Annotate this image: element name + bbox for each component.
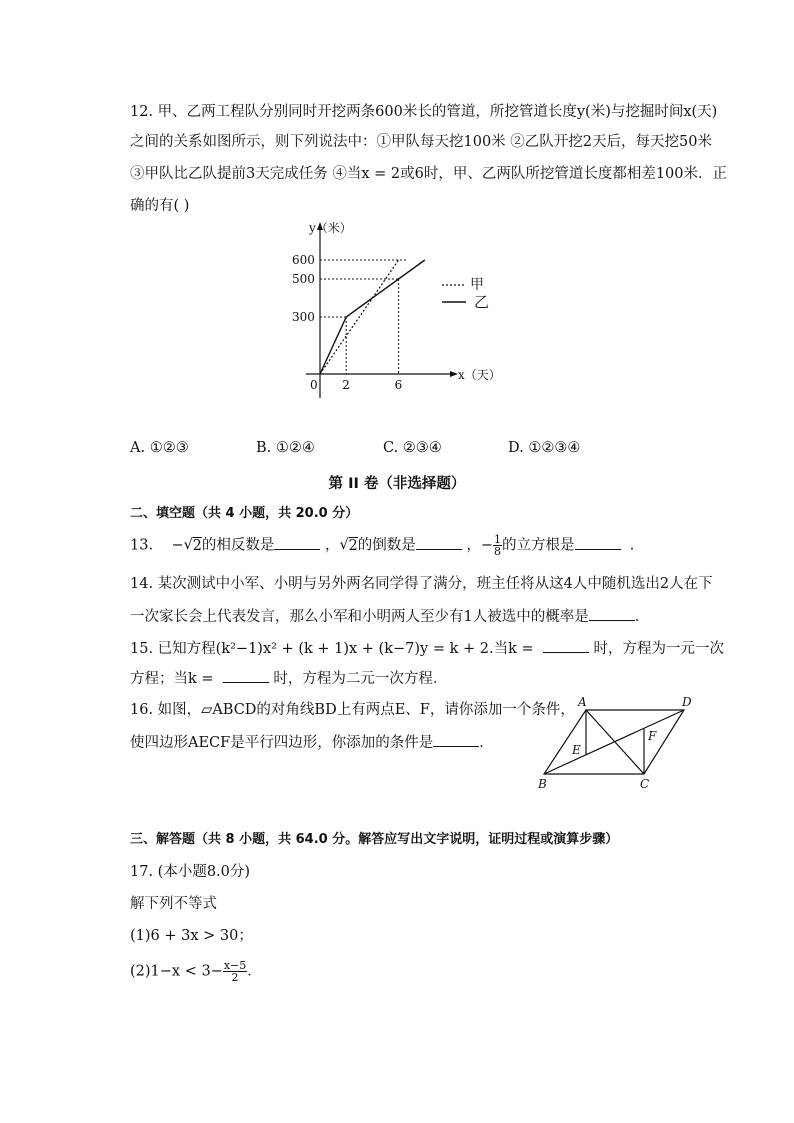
label-d: D: [682, 696, 692, 709]
label-e: E: [572, 743, 581, 757]
q12-line2: 之间的关系如图所示，则下列说法中：①甲队每天挖100米 ②乙队开挖2天后，每天挖50米: [130, 134, 712, 150]
q15-text2: 方程；当k =: [130, 671, 214, 687]
label-c: C: [640, 777, 650, 791]
y-tick-500: 500: [292, 272, 315, 286]
q13-number: 13.: [130, 537, 154, 554]
q12-option-c[interactable]: C. ②③④: [383, 440, 442, 456]
y-tick-300: 300: [292, 310, 315, 324]
x-tick-2: 2: [342, 378, 350, 392]
q13-end: ．: [629, 537, 645, 554]
q17-part1: (1)6 + 3x > 30；: [130, 928, 253, 944]
q13-line: [130, 534, 644, 557]
q13-blank-2[interactable]: [416, 535, 462, 550]
section-title: 第 II 卷（非选择题）: [328, 476, 466, 492]
q12-line3: ③甲队比乙队提前3天完成任务 ④当x = 2或6时，甲、乙两队所挖管道长度都相差100米．正: [130, 166, 728, 182]
q12-option-b[interactable]: B. ①②④: [256, 440, 315, 456]
q16-blank[interactable]: [433, 732, 479, 747]
q14-end: ．: [634, 609, 650, 625]
q13-text3: 的立方根是: [502, 537, 575, 554]
q17-intro: 解下列不等式: [130, 896, 217, 912]
q16-text: 使四边形AECF是平行四边形，你添加的条件是: [130, 735, 434, 751]
label-b: B: [538, 777, 547, 791]
q14-line2: [130, 606, 649, 627]
x-axis-label: x（天）: [458, 368, 501, 382]
q15-blank-2[interactable]: [223, 668, 269, 683]
label-a: A: [578, 696, 587, 709]
q13-sqrt-2: √ 2: [340, 536, 358, 556]
y-tick-600: 600: [292, 253, 315, 267]
q13-neg: −: [171, 537, 184, 554]
q14-line2-text: 一次家长会上代表发言，那么小军和小明两人至少有1人被选中的概率是: [130, 609, 589, 625]
x-tick-6: 6: [394, 378, 403, 392]
q15-text3: 时，方程为二元一次方程．: [273, 671, 448, 687]
q14-blank[interactable]: [589, 606, 635, 621]
q13-sqrt: √ 2: [184, 536, 202, 556]
q12-line1: 12. 甲、乙两工程队分别同时开挖两条600米长的管道，所挖管道长度y(米)与挖掘时间x(天): [130, 104, 718, 120]
q15-line2: [130, 668, 447, 689]
q16-line2: [130, 732, 494, 753]
q13-text2: 的倒数是: [357, 537, 416, 554]
y-axis-label: y（米）: [309, 221, 352, 235]
q13-fraction: $\frac{1}{8}$: [494, 533, 501, 558]
q14-line1: 14. 某次测试中小军、小明与另外两名同学得了满分，班主任将从这4人中随机选出2人在下: [130, 576, 713, 592]
q12-graph: [290, 218, 520, 403]
q12-line4: 确的有( ): [130, 198, 190, 214]
q17-part2: [130, 960, 262, 983]
q12-option-d[interactable]: D. ①②③④: [508, 440, 581, 456]
q12-option-a[interactable]: A. ①②③: [130, 440, 189, 456]
q13-text1: 的相反数是: [201, 537, 275, 554]
q17-part2-end: ．: [247, 963, 262, 980]
x-axis-arrow: [450, 371, 458, 377]
q15-line1: [130, 638, 724, 659]
series-yi-line: [320, 260, 425, 374]
q13-blank-3[interactable]: [575, 535, 621, 550]
legend-yi-label: 乙: [474, 293, 490, 311]
label-f: F: [648, 729, 657, 743]
fill-in-header: 二、填空题（共 4 小题，共 20.0 分）: [130, 506, 359, 521]
q17-number: 17. (本小题8.0分): [130, 864, 251, 880]
q16-parallelogram-figure: [530, 696, 710, 796]
q13-comma: ，: [325, 537, 340, 554]
legend-jia-label: 甲: [470, 277, 484, 293]
q13-comma-2: ，: [466, 537, 481, 554]
q16-end: ．: [479, 735, 494, 751]
q15-equation: 15. 已知方程(k²−1)x² + (k + 1)x + (k−7)y = k + 2.当k =: [130, 641, 534, 657]
q13-neg-2: −: [480, 537, 493, 554]
q15-text1: 时，方程为一元一次: [593, 641, 724, 657]
q16-line1: 16. 如图，▱ABCD的对角线BD上有两点E、F，请你添加一个条件，: [130, 702, 575, 718]
diagonal-ac: [586, 710, 644, 774]
q17-part2-text: (2)1−x < 3−: [130, 963, 223, 980]
origin-label: 0: [310, 378, 318, 392]
q13-blank-1[interactable]: [274, 535, 320, 550]
answer-header: 三、解答题（共 8 小题，共 64.0 分。解答应写出文字说明，证明过程或演算步骤）: [130, 832, 619, 847]
q17-fraction: $\frac{x-5}{2}$: [223, 959, 247, 984]
series-jia-line: [320, 260, 399, 374]
q15-blank-1[interactable]: [543, 638, 589, 653]
